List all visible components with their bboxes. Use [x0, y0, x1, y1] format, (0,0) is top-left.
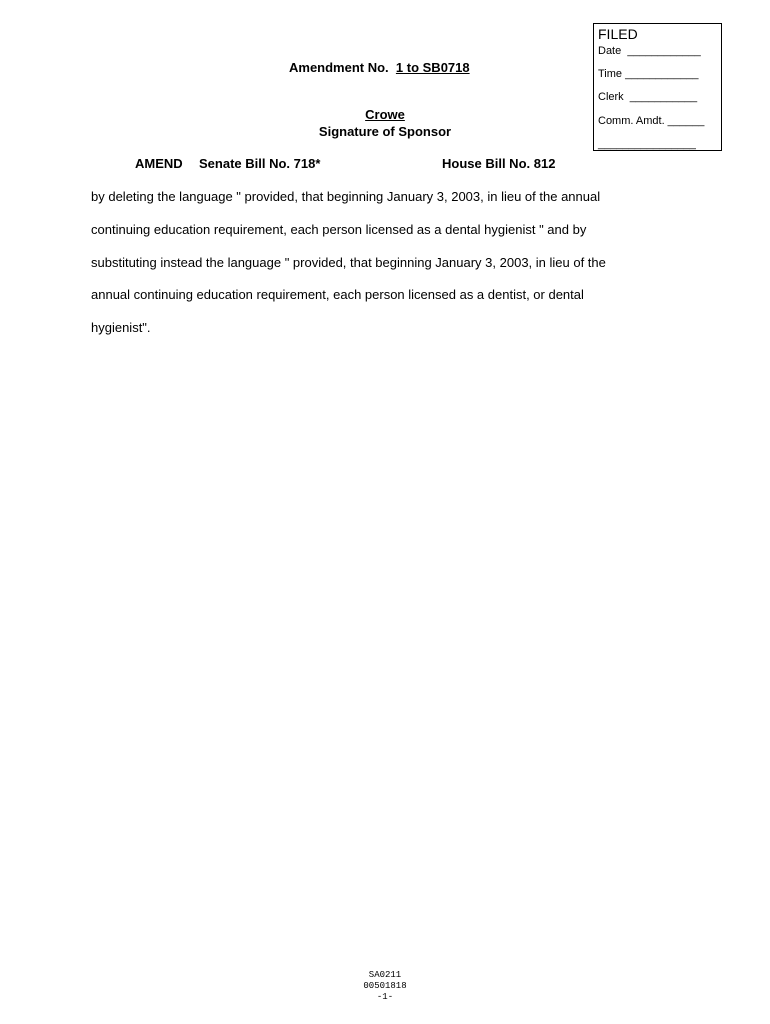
footer-number: 00501818	[363, 981, 407, 991]
amendment-text-line: by deleting the language " provided, that beginning January 3, 2003, in lieu of the annual	[91, 189, 601, 204]
amendment-text-line: continuing education requirement, each person licensed as a dental hygienist " and by	[91, 222, 587, 237]
filed-comm-amdt-line: Comm. Amdt. ______	[598, 115, 705, 127]
house-bill-number: House Bill No. 812	[442, 156, 556, 171]
filed-time-line: Time ____________	[598, 68, 699, 80]
amendment-number: 1 to SB0718	[395, 60, 470, 75]
amendment-prefix: Amendment No.	[289, 60, 396, 75]
filed-blank-line: ________________	[598, 138, 696, 150]
page-footer	[0, 970, 770, 1003]
amendment-text-line: annual continuing education requirement, each person licensed as a dentist, or dental	[91, 287, 584, 302]
filed-stamp-title: FILED	[598, 26, 638, 42]
amendment-number-heading	[289, 60, 470, 75]
footer-code: SA0211	[368, 970, 402, 980]
amend-keyword: AMEND	[135, 156, 183, 171]
filed-clerk-line: Clerk ___________	[598, 91, 698, 103]
page-number: -1-	[376, 992, 394, 1002]
filed-date-line: Date ____________	[598, 45, 701, 57]
sponsor-signature-label: Signature of Sponsor	[318, 124, 452, 139]
senate-bill-number: Senate Bill No. 718*	[199, 156, 321, 171]
amendment-text-line: hygienist".	[91, 320, 151, 335]
sponsor-name: Crowe	[365, 107, 405, 122]
amendment-text-line: substituting instead the language " provided, that beginning January 3, 2003, in lieu of the	[91, 255, 606, 270]
